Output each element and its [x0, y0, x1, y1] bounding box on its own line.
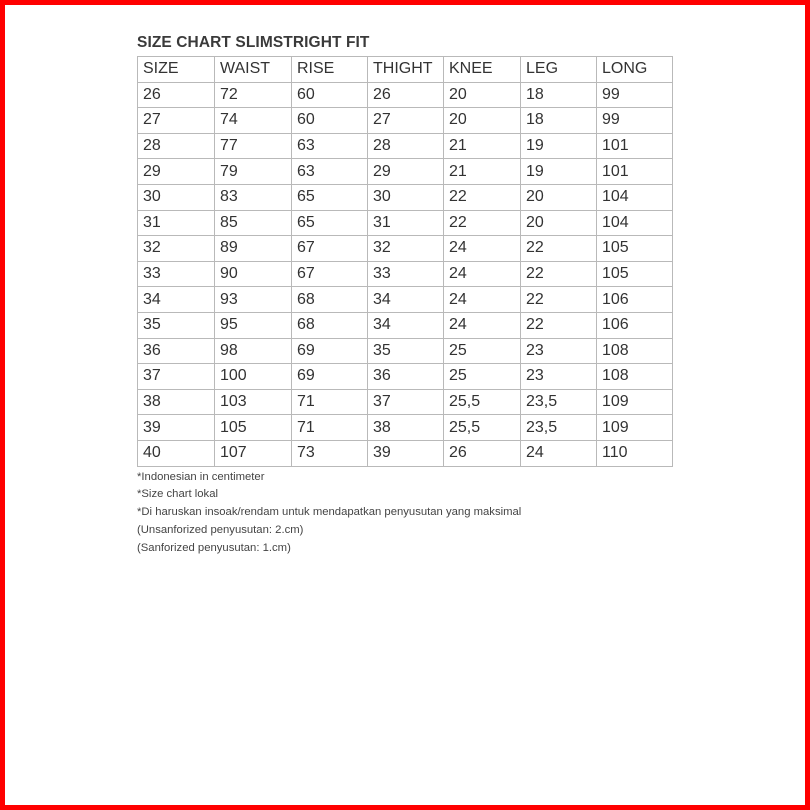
- table-cell: 99: [597, 108, 673, 134]
- table-cell: 33: [368, 261, 444, 287]
- header-rise: RISE: [292, 57, 368, 83]
- table-cell: 20: [521, 210, 597, 236]
- table-cell: 105: [597, 261, 673, 287]
- table-cell: 103: [215, 389, 292, 415]
- table-cell: 24: [521, 440, 597, 466]
- table-row: [138, 440, 673, 466]
- table-cell: 68: [292, 287, 368, 313]
- table-cell: 28: [368, 133, 444, 159]
- header-leg: LEG: [521, 57, 597, 83]
- table-cell: 24: [444, 236, 521, 262]
- table-cell: 31: [138, 210, 215, 236]
- note-line: *Indonesian in centimeter: [137, 470, 265, 483]
- table-cell: 74: [215, 108, 292, 134]
- table-cell: 65: [292, 210, 368, 236]
- table-cell: 101: [597, 159, 673, 185]
- note-line: *Di haruskan insoak/rendam untuk mendapatkan penyusutan yang maksimal: [137, 506, 522, 519]
- table-cell: 110: [597, 440, 673, 466]
- table-cell: 21: [444, 159, 521, 185]
- table-row: [138, 415, 673, 441]
- table-cell: 71: [292, 389, 368, 415]
- table-cell: 69: [292, 338, 368, 364]
- page-title: SIZE CHART SLIMSTRIGHT FIT: [137, 34, 370, 51]
- table-cell: 85: [215, 210, 292, 236]
- table-cell: 23: [521, 338, 597, 364]
- table-cell: 22: [444, 210, 521, 236]
- table-cell: 26: [368, 82, 444, 108]
- table-cell: 34: [368, 312, 444, 338]
- table-cell: 90: [215, 261, 292, 287]
- table-cell: 20: [521, 184, 597, 210]
- table-row: [138, 108, 673, 134]
- table-row: [138, 236, 673, 262]
- table-row: [138, 389, 673, 415]
- table-cell: 19: [521, 133, 597, 159]
- table-cell: 71: [292, 415, 368, 441]
- table-cell: 106: [597, 287, 673, 313]
- table-cell: 39: [368, 440, 444, 466]
- table-cell: 67: [292, 261, 368, 287]
- table-cell: 24: [444, 287, 521, 313]
- header-thight: THIGHT: [368, 57, 444, 83]
- table-cell: 39: [138, 415, 215, 441]
- table-row: [138, 364, 673, 390]
- table-cell: 35: [138, 312, 215, 338]
- table-cell: 34: [368, 287, 444, 313]
- table-cell: 93: [215, 287, 292, 313]
- table-cell: 18: [521, 82, 597, 108]
- table-cell: 109: [597, 415, 673, 441]
- table-cell: 25,5: [444, 389, 521, 415]
- table-row: [138, 261, 673, 287]
- table-cell: 104: [597, 210, 673, 236]
- table-cell: 22: [521, 261, 597, 287]
- table-cell: 32: [138, 236, 215, 262]
- table-row: [138, 159, 673, 185]
- table-cell: 34: [138, 287, 215, 313]
- table-cell: 63: [292, 159, 368, 185]
- note-line: *Size chart lokal: [137, 488, 218, 501]
- table-cell: 26: [444, 440, 521, 466]
- table-cell: 20: [444, 108, 521, 134]
- table-row: [138, 312, 673, 338]
- table-cell: 20: [444, 82, 521, 108]
- table-cell: 26: [138, 82, 215, 108]
- table-row: [138, 184, 673, 210]
- table-cell: 89: [215, 236, 292, 262]
- table-cell: 29: [368, 159, 444, 185]
- table-cell: 99: [597, 82, 673, 108]
- table-cell: 98: [215, 338, 292, 364]
- table-cell: 30: [368, 184, 444, 210]
- table-row: [138, 133, 673, 159]
- table-cell: 23,5: [521, 389, 597, 415]
- table-cell: 24: [444, 312, 521, 338]
- table-cell: 95: [215, 312, 292, 338]
- size-chart-table: [137, 56, 673, 467]
- table-cell: 35: [368, 338, 444, 364]
- table-cell: 38: [138, 389, 215, 415]
- table-cell: 23: [521, 364, 597, 390]
- table-cell: 18: [521, 108, 597, 134]
- table-cell: 25: [444, 364, 521, 390]
- table-cell: 107: [215, 440, 292, 466]
- table-cell: 27: [368, 108, 444, 134]
- table-cell: 40: [138, 440, 215, 466]
- note-line: (Sanforized penyusutan: 1.cm): [137, 541, 291, 554]
- table-cell: 60: [292, 108, 368, 134]
- table-cell: 29: [138, 159, 215, 185]
- table-cell: 25,5: [444, 415, 521, 441]
- table-cell: 36: [368, 364, 444, 390]
- table-cell: 30: [138, 184, 215, 210]
- table-cell: 63: [292, 133, 368, 159]
- table-cell: 65: [292, 184, 368, 210]
- table-cell: 33: [138, 261, 215, 287]
- table-cell: 100: [215, 364, 292, 390]
- table-cell: 22: [521, 287, 597, 313]
- table-cell: 69: [292, 364, 368, 390]
- table-cell: 79: [215, 159, 292, 185]
- table-cell: 27: [138, 108, 215, 134]
- table-cell: 37: [138, 364, 215, 390]
- header-long: LONG: [597, 57, 673, 83]
- table-cell: 19: [521, 159, 597, 185]
- table-cell: 32: [368, 236, 444, 262]
- table-cell: 21: [444, 133, 521, 159]
- table-cell: 77: [215, 133, 292, 159]
- table-cell: 22: [444, 184, 521, 210]
- table-row: [138, 338, 673, 364]
- table-cell: 38: [368, 415, 444, 441]
- table-cell: 83: [215, 184, 292, 210]
- table-cell: 67: [292, 236, 368, 262]
- table-row: [138, 287, 673, 313]
- header-waist: WAIST: [215, 57, 292, 83]
- table-body: [138, 82, 673, 466]
- table-cell: 25: [444, 338, 521, 364]
- notes-section: [137, 469, 677, 558]
- table-cell: 73: [292, 440, 368, 466]
- table-cell: 37: [368, 389, 444, 415]
- table-cell: 108: [597, 338, 673, 364]
- table-row: [138, 210, 673, 236]
- table-cell: 22: [521, 312, 597, 338]
- table-cell: 106: [597, 312, 673, 338]
- table-cell: 101: [597, 133, 673, 159]
- table-cell: 36: [138, 338, 215, 364]
- header-knee: KNEE: [444, 57, 521, 83]
- table-cell: 60: [292, 82, 368, 108]
- header-size: SIZE: [138, 57, 215, 83]
- table-cell: 104: [597, 184, 673, 210]
- table-cell: 22: [521, 236, 597, 262]
- size-chart-document: [137, 31, 677, 557]
- table-header-row: [138, 57, 673, 83]
- table-cell: 23,5: [521, 415, 597, 441]
- table-cell: 31: [368, 210, 444, 236]
- table-cell: 24: [444, 261, 521, 287]
- table-cell: 68: [292, 312, 368, 338]
- table-cell: 105: [597, 236, 673, 262]
- note-line: (Unsanforized penyusutan: 2.cm): [137, 523, 304, 536]
- table-cell: 72: [215, 82, 292, 108]
- table-cell: 109: [597, 389, 673, 415]
- table-cell: 105: [215, 415, 292, 441]
- table-cell: 108: [597, 364, 673, 390]
- table-cell: 28: [138, 133, 215, 159]
- table-row: [138, 82, 673, 108]
